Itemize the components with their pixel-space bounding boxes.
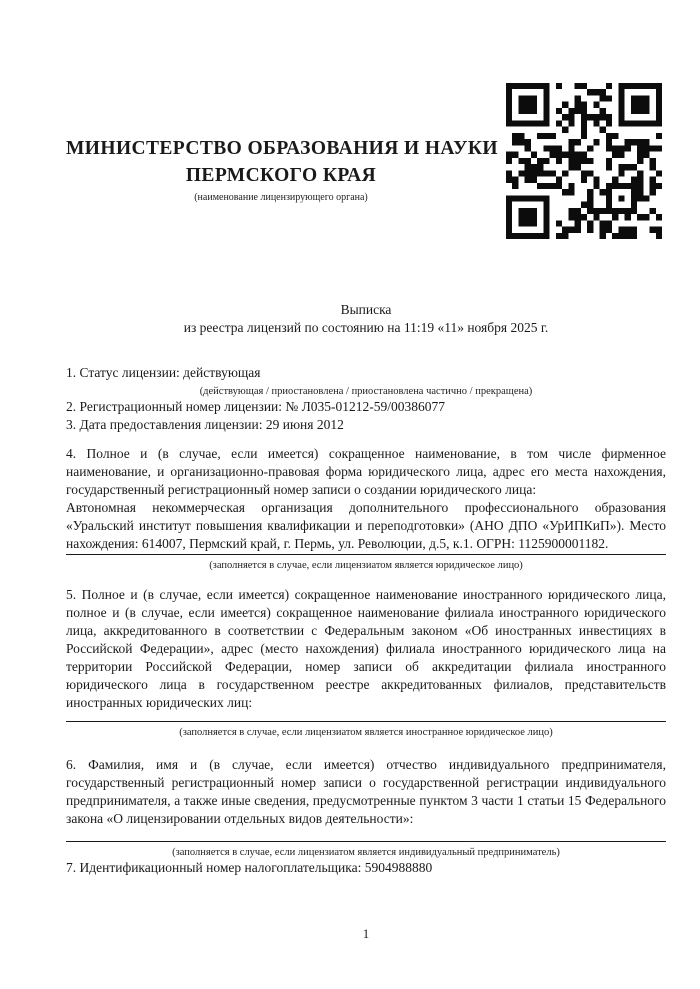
- item-2-registration-number: 2. Регистрационный номер лицензии: № Л035-01212-59/00386077: [66, 399, 446, 414]
- item-4-note: (заполняется в случае, если лицензиатом является юридическое лицо): [209, 560, 523, 571]
- authority-name-note: (наименование лицензирующего органа): [194, 192, 368, 203]
- item-3-grant-date: 3. Дата предоставления лицензии: 29 июня 2012: [66, 417, 344, 432]
- title-line2: из реестра лицензий по состоянию на 11:19 «11» ноября 2025 г.: [183, 320, 549, 335]
- qr-code-icon: [506, 83, 662, 239]
- document-body: [66, 364, 666, 877]
- licensing-authority-header: [66, 135, 496, 204]
- item-6-prompt: 6. Фамилия, имя и (в случае, если имеется) отчество индивидуального предпринимателя, государственный регистрационный номер записи о государственной регистрации индивидуального предпринимателя, а также иные сведения, предусмотренные пунктом 3 части 1 статьи 15 Федерального закона «О лицензировании отдельных видов деятельности»:: [66, 757, 666, 826]
- item-5-foreign-entity-block: [66, 586, 666, 739]
- item-6-entrepreneur-block: [66, 756, 666, 859]
- item-6-blank-line: [66, 841, 666, 842]
- item-7-taxpayer-number: 7. Идентификационный номер налогоплательщика: 5904988880: [66, 860, 433, 875]
- title-line1: Выписка: [340, 302, 392, 317]
- ministry-name-line1: МИНИСТЕРСТВО ОБРАЗОВАНИЯ И НАУКИ: [66, 138, 498, 159]
- item-1-license-status: 1. Статус лицензии: действующая: [66, 365, 261, 380]
- item-5-blank-line: [66, 721, 666, 722]
- item-4-prompt: 4. Полное и (в случае, если имеется) сокращенное наименование, в том числе фирменное наименование, и организационно-правовая форма юридического лица, адрес его места нахождения, государственный регистрационный номер записи о создании юридического лица:: [66, 446, 666, 497]
- item-1-note: (действующая / приостановлена / приостановлена частично / прекращена): [199, 386, 533, 397]
- item-5-note: (заполняется в случае, если лицензиатом является иностранное юридическое лицо): [179, 727, 553, 738]
- item-6-note: (заполняется в случае, если лицензиатом является индивидуальный предприниматель): [172, 847, 560, 858]
- item-4-value: Автономная некоммерческая организация дополнительного профессионального образования «Уральский институт повышения квалификации и переподготовки» (АНО ДПО «УрИПКиП»). Место нахождения: 614007, Пермский край, г. Пермь, ул. Революции, д.5, к.1. ОГРН: 1125900001182.: [66, 499, 666, 555]
- page-number: 1: [362, 927, 370, 941]
- item-4-legal-entity-block: [66, 445, 666, 572]
- item-5-prompt: 5. Полное и (в случае, если имеется) сокращенное наименование иностранного юридического лица, полное и (в случае, если имеется) сокращенное наименование филиала иностранного юридического лица, аккредитованного в соответствии с Федеральным законом «Об иностранных инвестициях в Российской Федерации», адрес (место нахождения) филиала иностранного юридического лица на территории Российской Федерации, номер записи об аккредитации филиала иностранного юридического лица в государственном реестре аккредитованных филиалов, представительств иностранных юридических лиц:: [66, 587, 666, 710]
- ministry-name-line2: ПЕРМСКОГО КРАЯ: [185, 165, 377, 186]
- document-title: [66, 301, 666, 337]
